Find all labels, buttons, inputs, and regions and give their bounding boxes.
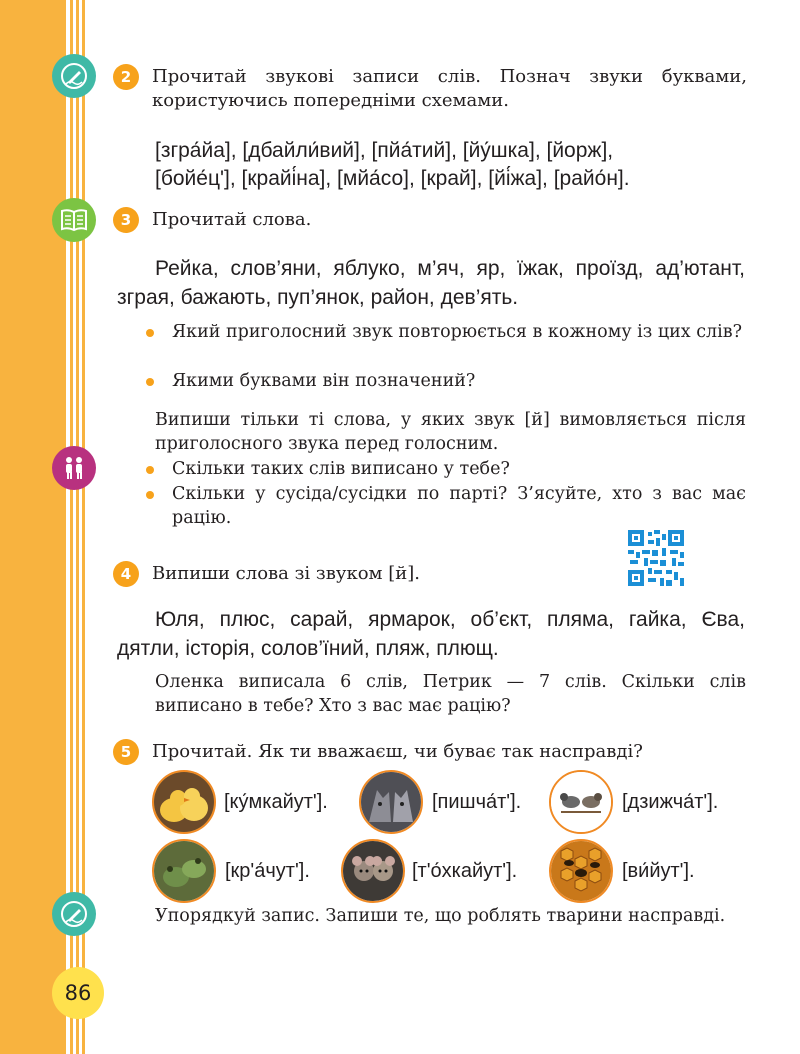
transcription: [пишча́т']. xyxy=(432,791,522,813)
book-icon xyxy=(52,198,96,242)
task3-question1: Який приголосний звук повторюється в кожному із цих слів? xyxy=(172,322,742,342)
task4-word-list: Юля, плюс, сарай, ярмарок, об’єкт, пляма, гайка, Єва, дятли, історія, солов’їний, пляж, плющ. xyxy=(117,608,745,660)
task4-note: Оленка виписала 6 слів, Петрик — 7 слів. Скільки слів виписано в тебе? Хто з вас має рацію? xyxy=(155,672,746,716)
task3-question2: Якими буквами він позначений? xyxy=(172,371,476,391)
ducklings-image xyxy=(152,770,216,834)
bullet xyxy=(146,378,154,386)
task3-question4: Скільки у сусіда/сусідки по парті? З’ясуйте, хто з вас має рацію. xyxy=(172,484,746,528)
task4-instruction: Випиши слова зі звуком [й]. xyxy=(152,563,421,584)
task2-transcriptions-line2: [бойе́ц'], [крайі́на], [мйа́со], [край], [йі́жа], [райо́н]. xyxy=(155,167,630,190)
task-number: 4 xyxy=(113,561,139,587)
transcription: [ви́йут']. xyxy=(622,860,695,882)
wolves-image xyxy=(359,770,423,834)
task-number: 2 xyxy=(113,64,139,90)
task5-instruction: Прочитай. Як ти вважаєш, чи буває так насправді? xyxy=(152,741,643,762)
task-number: 5 xyxy=(113,739,139,765)
task2-transcriptions-line1: [згра́йа], [дбайли́вий], [пйа́тий], [йу́шка], [йорж], xyxy=(155,139,614,162)
task5-final-instruction: Упорядкуй запис. Запиши те, що роблять тварини насправді. xyxy=(155,906,726,926)
task-number: 3 xyxy=(113,207,139,233)
task3-task-text: Випиши тільки ті слова, у яких звук [й] вимовляється після приголосного звука перед голосним. xyxy=(155,410,746,454)
birds-image xyxy=(549,770,613,834)
writing-icon xyxy=(52,892,96,936)
transcription: [т'о́хкайут']. xyxy=(412,860,518,882)
transcription: [дзижча́т']. xyxy=(622,791,719,813)
mice-image xyxy=(341,839,405,903)
bullet xyxy=(146,466,154,474)
bullet xyxy=(146,329,154,337)
page-number: 86 xyxy=(52,967,104,1019)
transcription: [ку́мкайут']. xyxy=(224,791,328,813)
pair-work-icon xyxy=(52,446,96,490)
bullet xyxy=(146,491,154,499)
side-band xyxy=(0,0,66,1054)
task3-word-list: Рейка, слов’яни, яблуко, м’яч, яр, їжак, проїзд, ад’ютант, зграя, бажають, пуп’янок, район, дев’ять. xyxy=(117,257,745,309)
task3-question3: Скільки таких слів виписано у тебе? xyxy=(172,459,510,479)
task3-instruction: Прочитай слова. xyxy=(152,209,312,230)
task2-instruction: Прочитай звукові записи слів. Познач звуки буквами, користуючись попередніми схемами. xyxy=(152,66,747,111)
frogs-image xyxy=(152,839,216,903)
transcription: [кр'а́чут']. xyxy=(225,860,310,882)
bees-image xyxy=(549,839,613,903)
writing-icon xyxy=(52,54,96,98)
qr-code[interactable] xyxy=(628,530,684,586)
